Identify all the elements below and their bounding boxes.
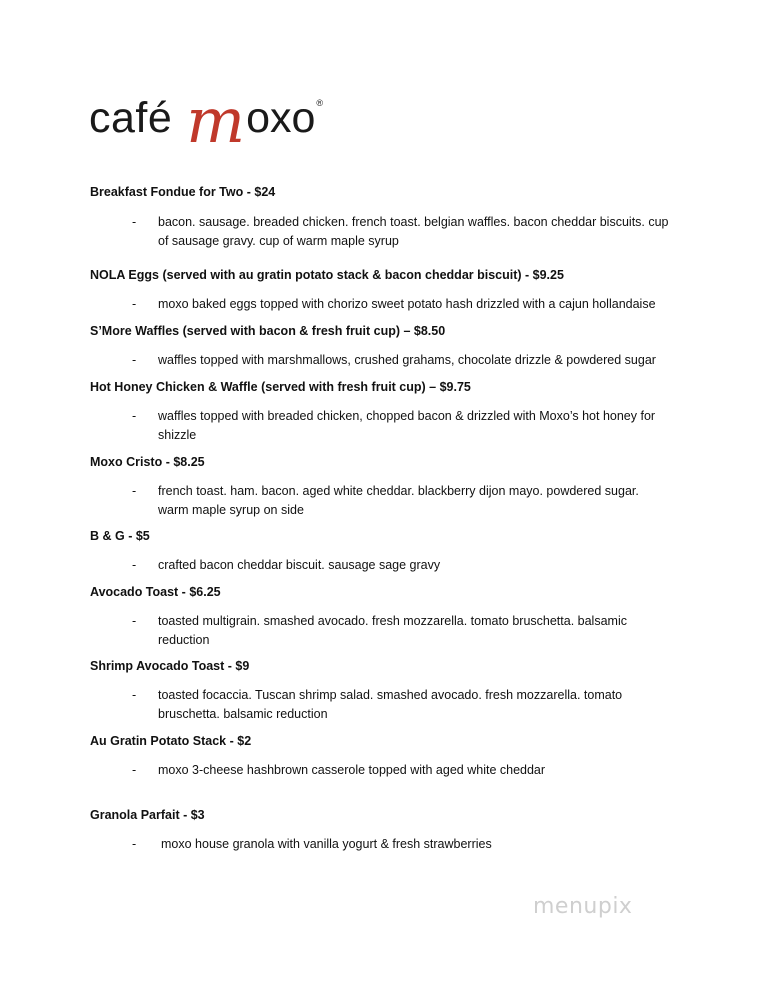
menu-item-title: Hot Honey Chicken & Waffle (served with fresh fruit cup) – $9.75 — [90, 380, 471, 394]
menu-item-title: NOLA Eggs (served with au gratin potato stack & bacon cheddar biscuit) - $9.25 — [90, 268, 564, 282]
menu-item-title: S’More Waffles (served with bacon & fresh fruit cup) – $8.50 — [90, 324, 446, 338]
bullet-dash: - — [132, 409, 137, 423]
logo-m-letter: m — [186, 84, 246, 157]
menu-item-description — [132, 686, 672, 724]
logo-oxo-text: oxo — [246, 94, 316, 142]
bullet-dash: - — [132, 297, 137, 311]
description-text: toasted multigrain. smashed avocado. fresh mozzarella. tomato bruschetta. balsamic reduction — [158, 614, 627, 647]
bullet-dash: - — [132, 215, 137, 229]
menu-item-description — [132, 482, 672, 520]
bullet-dash: - — [132, 837, 137, 851]
description-text: crafted bacon cheddar biscuit. sausage sage gravy — [158, 558, 441, 572]
logo-cafe-text: café — [89, 94, 173, 142]
menu-item-description — [132, 407, 672, 445]
menu-item-description — [132, 612, 672, 650]
logo-registered-mark: ® — [316, 98, 324, 108]
menu-item-title: Avocado Toast - $6.25 — [90, 585, 221, 599]
description-text: moxo 3-cheese hashbrown casserole topped with aged white cheddar — [158, 763, 546, 777]
bullet-dash: - — [132, 763, 137, 777]
bullet-dash: - — [132, 688, 137, 702]
menu-item-description — [132, 835, 672, 854]
menu-item-title: Shrimp Avocado Toast - $9 — [90, 659, 250, 673]
menu-item-description — [132, 213, 672, 251]
bullet-dash: - — [132, 353, 137, 367]
menu-item-title: Granola Parfait - $3 — [90, 808, 205, 822]
cafe-moxo-logo — [89, 80, 324, 157]
menu-item-title: Moxo Cristo - $8.25 — [90, 455, 205, 469]
menu-item-title: Au Gratin Potato Stack - $2 — [90, 734, 252, 748]
menu-item-title: Breakfast Fondue for Two - $24 — [90, 185, 276, 199]
menu-item-description — [132, 556, 672, 575]
menupix-watermark: menupix — [533, 894, 633, 919]
menu-item-description — [132, 761, 672, 780]
menu-item-description — [132, 351, 672, 370]
description-text: toasted focaccia. Tuscan shrimp salad. smashed avocado. fresh mozzarella. tomato bruschetta. balsamic reduction — [158, 688, 623, 721]
description-text: moxo house granola with vanilla yogurt & fresh strawberries — [161, 837, 492, 851]
description-text: waffles topped with breaded chicken, chopped bacon & drizzled with Moxo’s hot honey for shizzle — [158, 409, 656, 442]
description-text: french toast. ham. bacon. aged white cheddar. blackberry dijon mayo. powdered sugar. warm maple syrup on side — [158, 484, 639, 517]
bullet-dash: - — [132, 558, 137, 572]
description-text: bacon. sausage. breaded chicken. french toast. belgian waffles. bacon cheddar biscuits. cup of sausage gravy. cup of warm maple syrup — [158, 215, 669, 248]
menu-item-title: B & G - $5 — [90, 529, 150, 543]
bullet-dash: - — [132, 614, 137, 628]
description-text: moxo baked eggs topped with chorizo sweet potato hash drizzled with a cajun hollandaise — [158, 297, 656, 311]
description-text: waffles topped with marshmallows, crushed grahams, chocolate drizzle & powdered sugar — [158, 353, 656, 367]
bullet-dash: - — [132, 484, 137, 498]
menu-item-description — [132, 295, 672, 314]
